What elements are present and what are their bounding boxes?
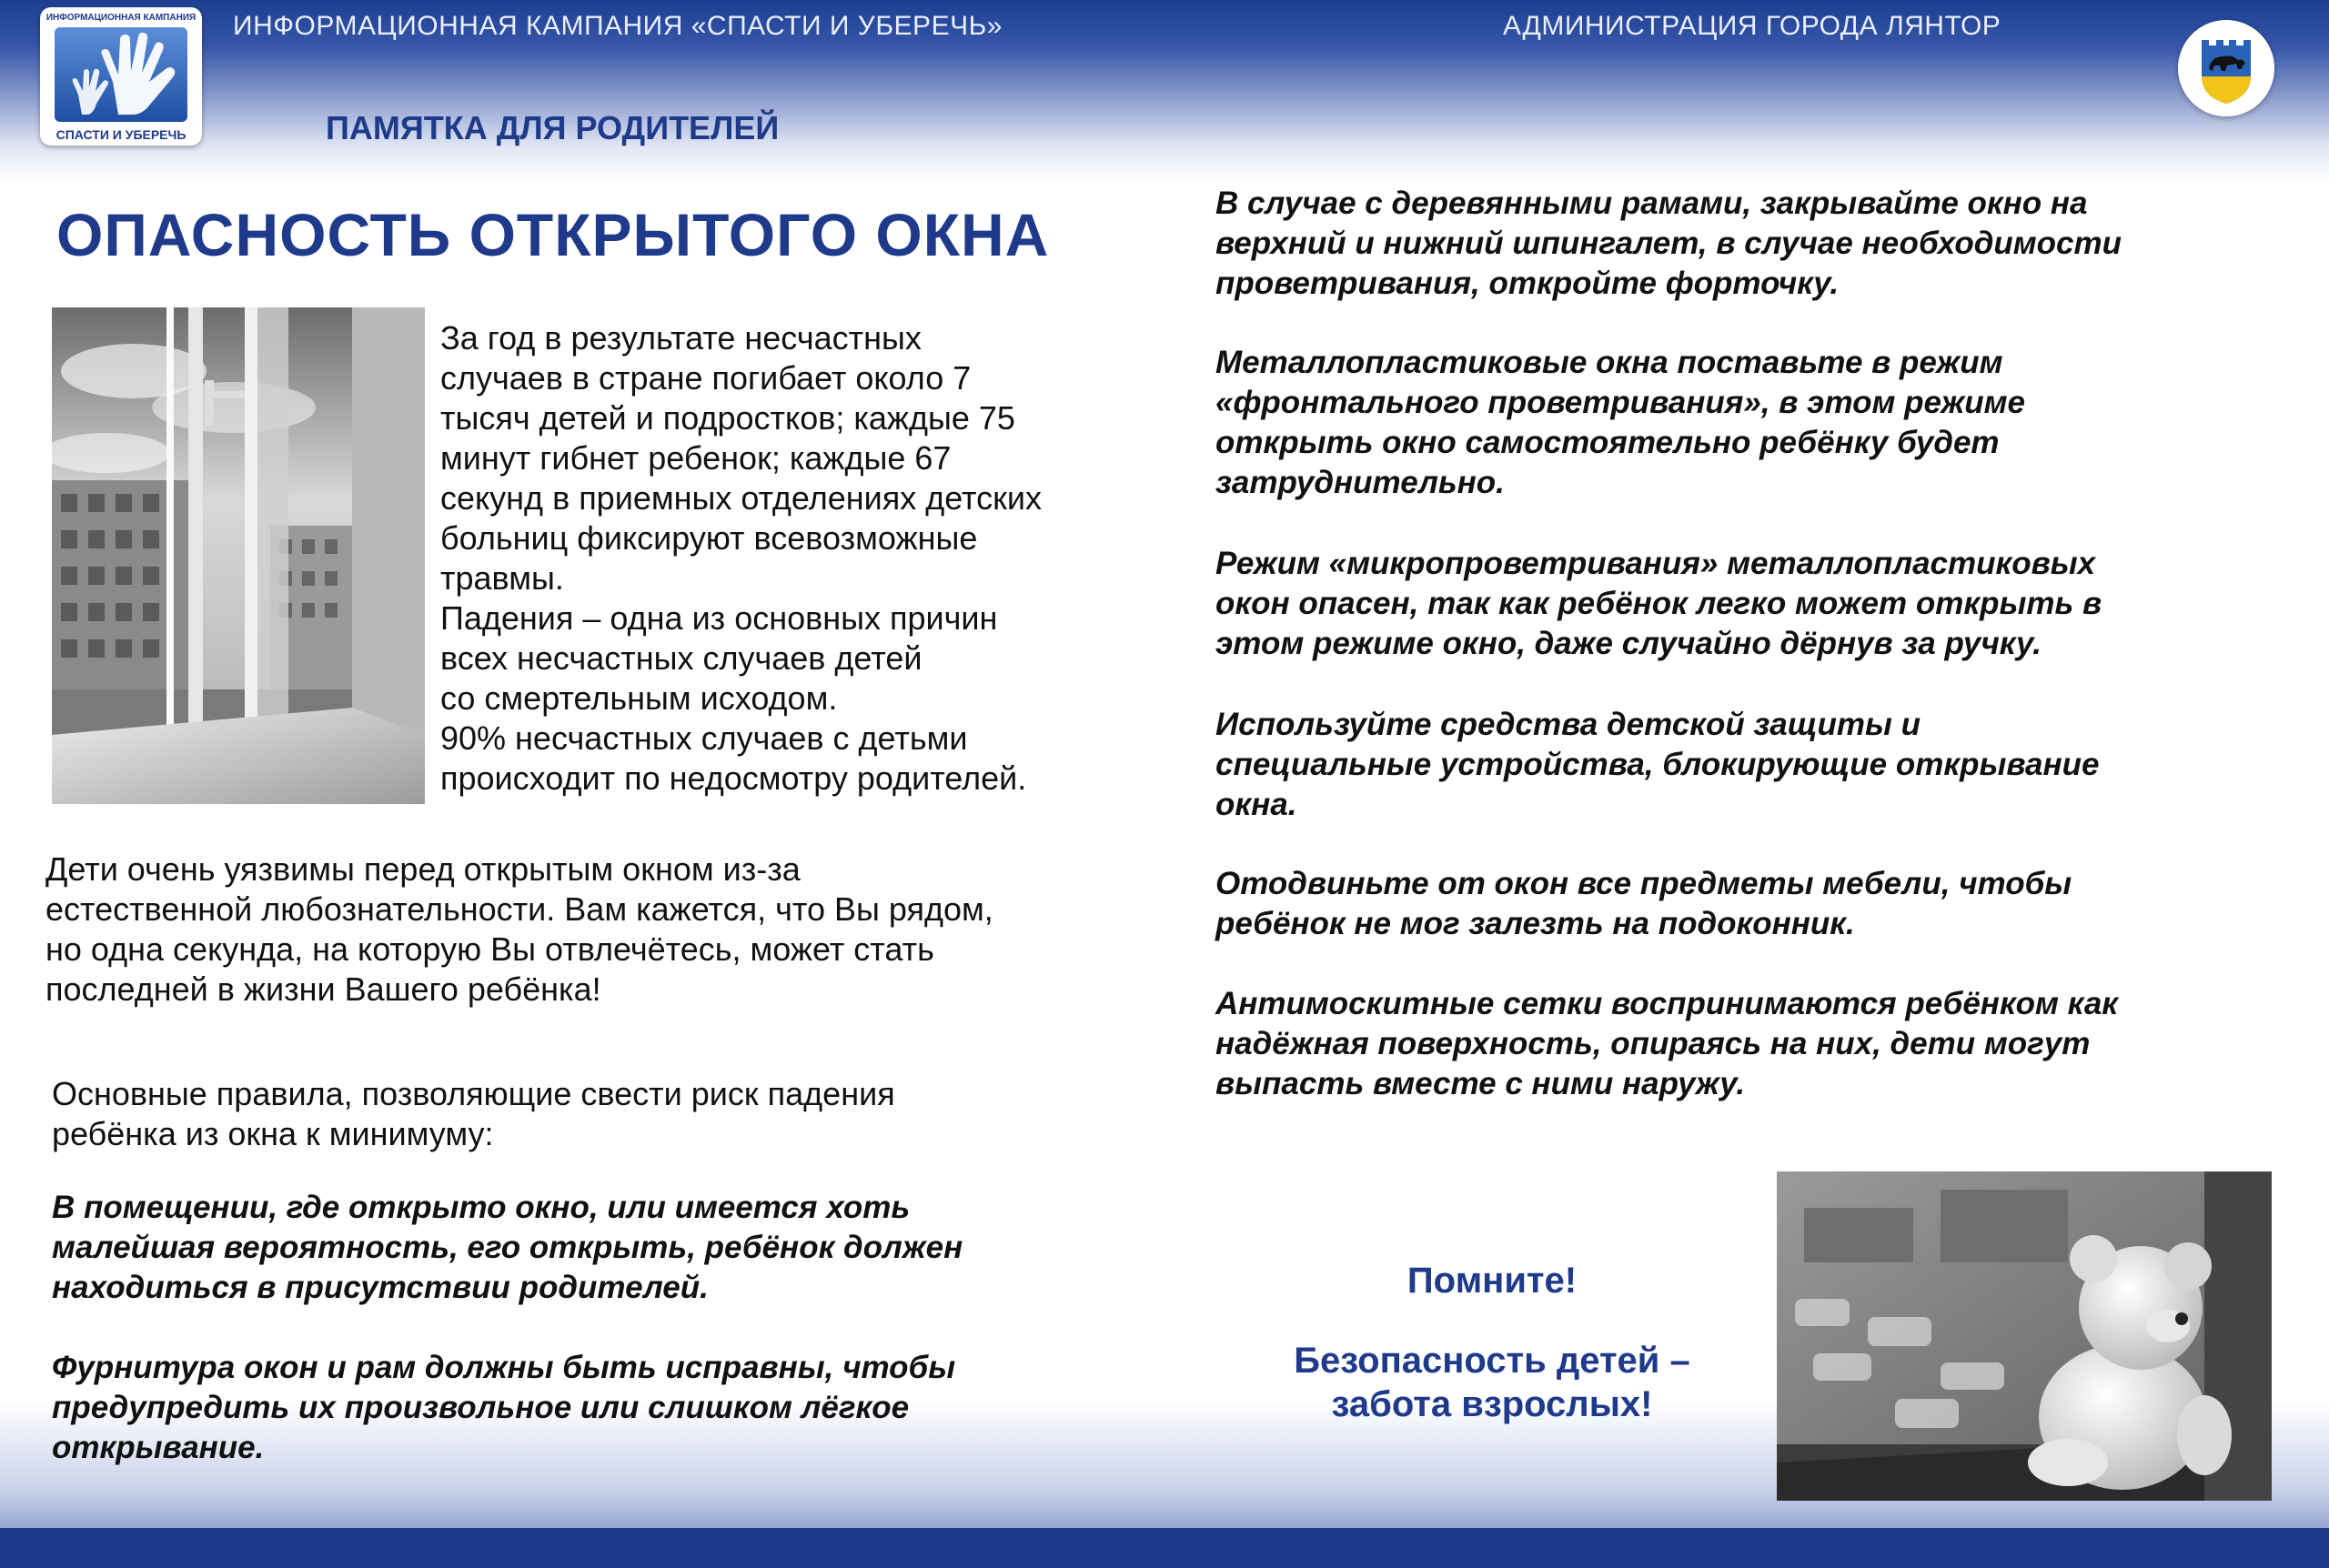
rule-item: Используйте средства детской защиты и специальные устройства, блокирующие открывание окна. [1215,707,2100,822]
rule-item: Антимоскитные сетки воспринимаются ребёнком как надёжная поверхность, опираясь на них, дети могут выпасть вместе с ними наружу. [1215,986,2119,1101]
rule-item: Металлопластиковые окна поставьте в режим «фронтального проветривания», в этом режиме открыть окно самостоятельно ребёнку будет затруднительно. [1215,345,2025,500]
logo-top-text: ИНФОРМАЦИОННАЯ КАМПАНИЯ [45,13,197,23]
hands-icon [55,27,187,122]
footer-bar [0,1528,2329,1568]
slogan-line-1: Безопасность детей – [1294,1341,1690,1381]
campaign-logo [40,7,202,146]
slogan-line-2: забота взрослых! [1331,1384,1653,1424]
logo-bottom-text: СПАСТИ И УБЕРЕЧЬ [55,127,187,142]
rule-item: В случае с деревянными рамами, закрывайте окно на верхний и нижний шпингалет, в случае необходимости проветривания, откройте форточку. [1215,186,2122,301]
teddy-bear-window-photo [1777,1171,2272,1501]
rule-item: Фурнитура окон и рам должны быть исправны, чтобы предупредить их произвольное или слишком лёгкое открывание. [52,1350,956,1465]
campaign-title: ИНФОРМАЦИОННАЯ КАМПАНИЯ «СПАСТИ И УБЕРЕЧЬ» [233,11,1003,41]
open-window-photo [52,307,425,804]
remember-heading: Помните! [1406,1261,1578,1301]
intro-text: За год в результате несчастных случаев в стране погибает около 7 тысяч детей и подростков; каждые 75 минут гибнет ребенок; каждые 67 секунд в приемных отделениях детских больниц фиксируют всевозможные травмы. Падения – одна из основных причин всех несчастных случаев детей со смертельным исходом. 90% несчастных случаев с детьми происходит по недосмотру родителей. [440,319,1042,797]
paragraph-kids: Дети очень уязвимы перед открытым окном из-за естественной любознательности. Вам кажется, что Вы рядом, но одна секунда, на которую Вы отвлечётесь, может стать последней в жизни Вашего ребёнка! [45,850,993,1008]
rule-item: Отодвиньте от окон все предметы мебели, чтобы ребёнок не мог залезть на подоконник. [1215,866,2072,941]
rules-intro: Основные правила, позволяющие свести риск падения ребёнка из окна к минимуму: [52,1075,895,1152]
rule-item: Режим «микропроветривания» металлопластиковых окон опасен, так как ребёнок легко может открыть в этом режиме окно, даже случайно дёрнув за ручку. [1215,546,2102,661]
page-title: ОПАСНОСТЬ ОТКРЫТОГО ОКНА [56,201,1050,268]
administration-title: АДМИНИСТРАЦИЯ ГОРОДА ЛЯНТОР [1503,11,2001,41]
subtitle: ПАМЯТКА ДЛЯ РОДИТЕЛЕЙ [326,109,780,146]
city-crest-icon [2178,20,2274,116]
rule-item: В помещении, где открыто окно, или имеется хоть малейшая вероятность, его открыть, ребёнок должен находиться в присутствии родителей. [52,1190,963,1305]
